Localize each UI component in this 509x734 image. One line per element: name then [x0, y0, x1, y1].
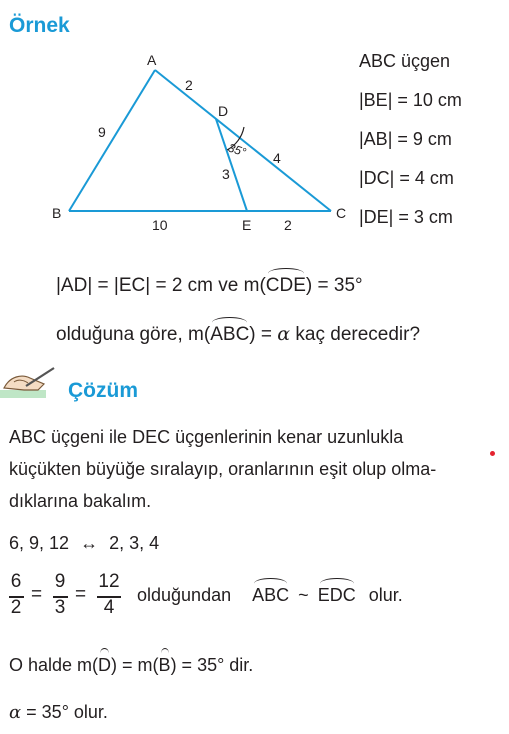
length-dc-label: 4	[273, 150, 281, 166]
arc-d: D	[98, 655, 112, 675]
solution-line-1: ABC üçgeni ile DEC üçgenlerinin kenar uzunlukla	[9, 427, 404, 447]
result-text: O halde m(	[9, 655, 99, 675]
equals-sign-1: =	[31, 584, 43, 605]
fraction-1-den: 2	[10, 597, 22, 618]
solution-heading: Çözüm	[68, 379, 138, 402]
example-heading: Örnek	[9, 14, 70, 37]
since-text: olduğundan	[137, 585, 232, 605]
triangle-lines	[69, 70, 331, 211]
vertex-e-label: E	[242, 217, 252, 233]
double-arrow-icon: ↔	[80, 533, 99, 553]
question-mid: ) =	[249, 324, 278, 345]
given-be: |BE| = 10 cm	[359, 90, 462, 110]
final-text: = 35° olur.	[21, 702, 108, 722]
arc-cde: CDE	[265, 275, 306, 296]
arc-b: B	[158, 655, 171, 675]
result-line	[9, 655, 253, 676]
result-mid: ) = m(	[111, 655, 159, 675]
similar-symbol: ~	[298, 585, 309, 605]
fraction-1-num: 6	[10, 571, 22, 592]
side-ac	[155, 70, 331, 211]
fraction-2-num: 9	[54, 571, 66, 592]
fraction-3-den: 4	[103, 597, 115, 618]
arc-abc: ABC	[210, 324, 250, 345]
length-be-label: 10	[152, 217, 168, 233]
condition-text: |AD| = |EC| = 2 cm ve m(	[56, 275, 266, 296]
given-triangle: ABC üçgen	[359, 51, 451, 71]
question-end: kaç derecedir?	[290, 324, 421, 345]
solution-line-3: dıklarına bakalım.	[9, 491, 152, 511]
result-end: ) = 35° dir.	[170, 655, 254, 675]
vertex-a-label: A	[147, 52, 157, 68]
question-line	[56, 323, 420, 346]
condition-line	[56, 275, 363, 297]
side-ab	[69, 70, 155, 211]
red-dot	[490, 451, 495, 456]
solution-line-2: küçükten büyüğe sıralayıp, oranlarının eşit olup olma-	[9, 459, 437, 479]
length-ad-label: 2	[185, 77, 193, 93]
fraction-2-den: 3	[54, 597, 66, 618]
arc-edc: EDC	[317, 585, 356, 605]
final-alpha: α	[9, 702, 22, 723]
length-ab-label: 9	[98, 124, 106, 140]
given-de: |DE| = 3 cm	[359, 207, 453, 227]
length-ec-label: 2	[284, 217, 292, 233]
alpha-symbol: α	[277, 323, 291, 345]
vertex-d-label: D	[218, 103, 229, 119]
length-de-label: 3	[222, 166, 230, 182]
question-text: olduğuna göre, m(	[56, 324, 211, 345]
sequence-right: 2, 3, 4	[109, 533, 160, 553]
vertex-b-label: B	[52, 205, 62, 221]
given-dc: |DC| = 4 cm	[359, 168, 454, 188]
arc-abc-solution: ABC	[252, 585, 290, 605]
fraction-3-num: 12	[98, 571, 120, 592]
given-ab: |AB| = 9 cm	[359, 129, 452, 149]
angle-label: 35°	[226, 140, 248, 160]
final-line	[9, 702, 108, 723]
since-end: olur.	[368, 585, 403, 605]
sequence-line	[9, 533, 159, 554]
condition-text-end: ) = 35°	[305, 275, 363, 296]
since-line	[137, 585, 403, 606]
sequence-left: 6, 9, 12	[9, 533, 70, 553]
equals-sign-2: =	[75, 584, 87, 605]
vertex-c-label: C	[336, 205, 347, 221]
writing-hand-icon	[0, 362, 62, 402]
